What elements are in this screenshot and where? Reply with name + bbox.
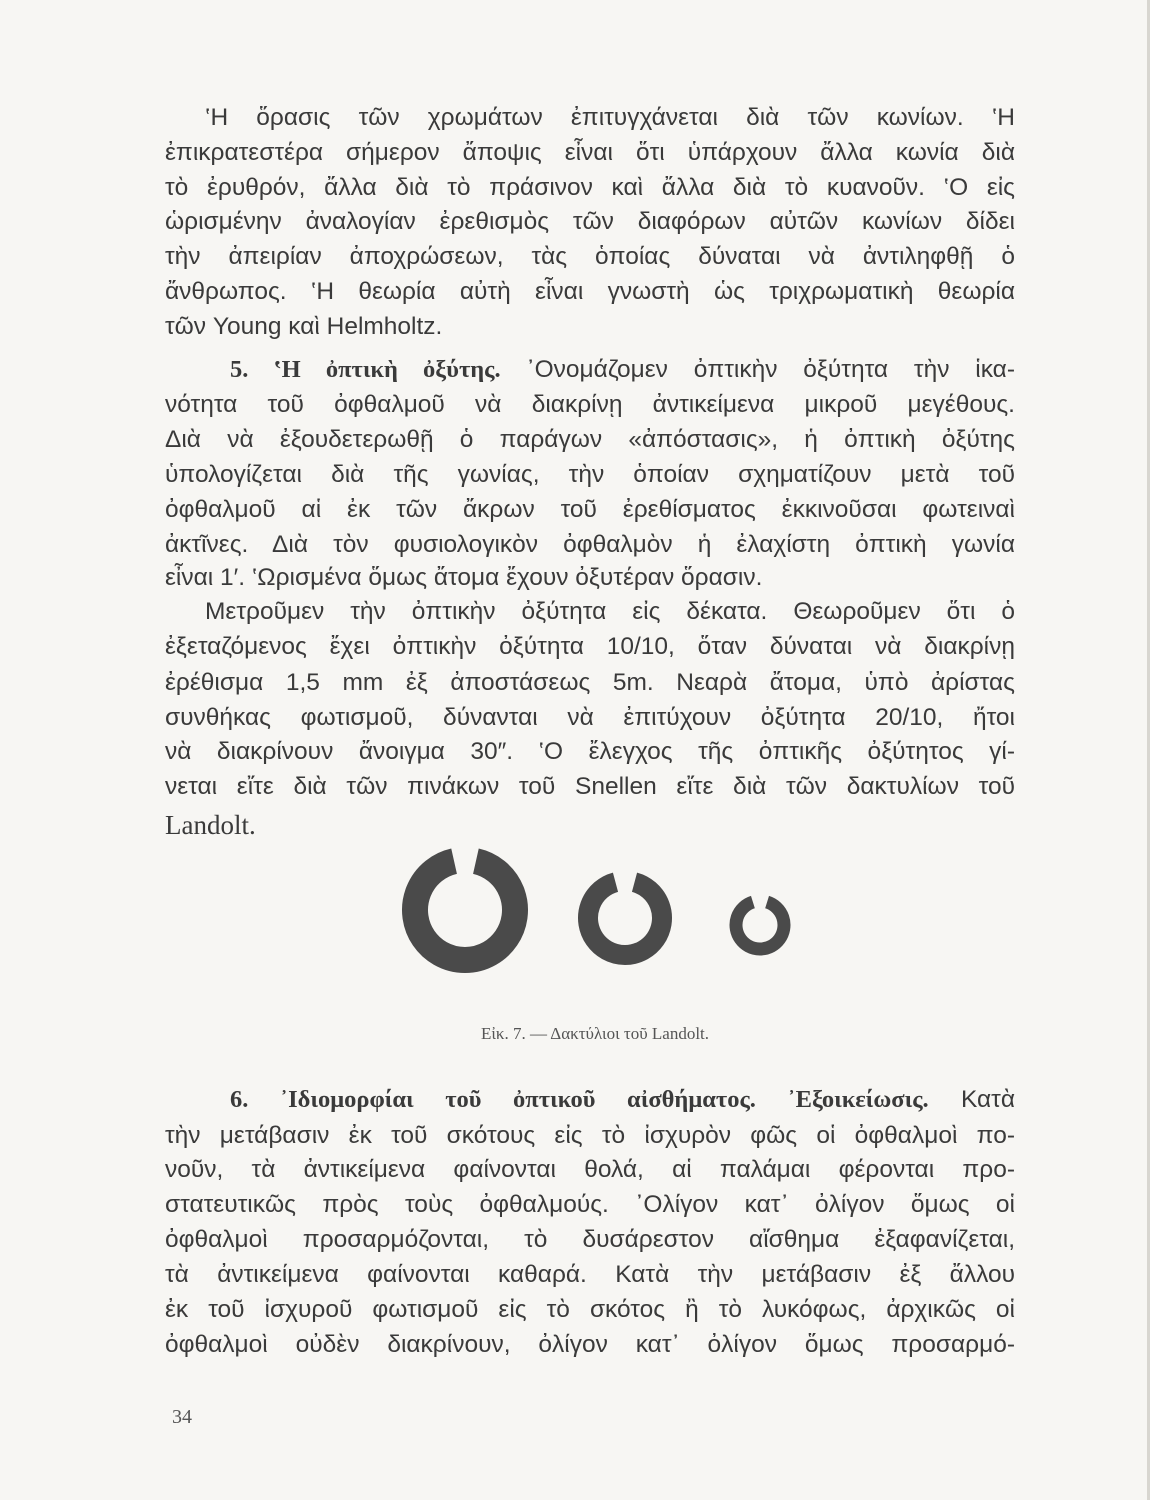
text-line: ᾿Ονομάζομεν ὀπτικὴν ὀξύτητα τὴν ἱκα- [526,356,1015,383]
text-line: τὸ ἐρυθρόν, ἄλλα διὰ τὸ πράσινον καὶ ἄλλα διὰ τὸ κυανοῦν. ‛Ο εἰς [165,174,1015,201]
text-line: τὴν μετάβασιν ἐκ τοῦ σκότους εἰς τὸ ἰσχυρὸν φῶς οἱ ὀφθαλμοὶ πο- [165,1122,1015,1149]
text-line: τὰ ἀντικείμενα φαίνονται καθαρά. Κατὰ τὴν μετάβασιν ἐξ ἄλλου [165,1261,1015,1288]
text-line: Landolt. [165,810,256,840]
section-6-heading: 6. ᾿Ιδιομορφίαι τοῦ ὀπτικοῦ αἰσθήματος. ᾿Εξοικείωσις. [230,1086,929,1113]
text-line: νεται εἴτε διὰ τῶν πινάκων τοῦ Snellen εἴτε διὰ τῶν δακτυλίων τοῦ [165,773,1015,800]
large-landolt-ring [415,861,515,960]
text-line: ὀφθαλμοῦ αἱ ἐκ τῶν ἄκρων τοῦ ἐρεθίσματος ἐκκινοῦσαι φωτειναὶ [165,496,1015,523]
text-line: νότητα τοῦ ὀφθαλμοῦ νὰ διακρίνῃ ἀντικείμενα μικροῦ μεγέθους. [165,391,1015,418]
text-line: ἄνθρωπος. ‛Η θεωρία αὐτὴ εἶναι γνωστὴ ὡς τριχρωματικὴ θεωρία [165,278,1015,305]
small-landolt-ring [736,902,784,949]
text-line: νοῦν, τὰ ἀντικείμενα φαίνονται θολά, αἱ παλάμαι φέρονται προ- [165,1156,1015,1183]
text-line: ἀκτῖνες. Διὰ τὸν φυσιολογικὸν ὀφθαλμὸν ἡ ἐλαχίστη ὀπτικὴ γωνία [165,531,1015,558]
text-line: ὀφθαλμοὶ οὐδὲν διακρίνουν, ὀλίγον κατ᾿ ὀλίγον ὅμως προσαρμό- [165,1331,1015,1358]
text-line: συνθήκας φωτισμοῦ, δύνανται νὰ ἐπιτύχουν ὀξύτητα 20/10, ἤτοι [165,704,1015,731]
medium-landolt-ring [588,882,662,955]
text-line: τὴν ἀπειρίαν ἀποχρώσεων, τὰς ὁποίας δύναται νὰ ἀντιληφθῇ ὁ [165,243,1015,270]
text-line: ὑπολογίζεται διὰ τῆς γωνίας, τὴν ὁποίαν σχηματίζουν μετὰ τοῦ [165,461,1015,488]
section-5-heading: 5. ‛Η ὀπτικὴ ὀξύτης. [230,356,501,383]
text-line: Διὰ νὰ ἐξουδετερωθῇ ὁ παράγων «ἀπόστασις», ἡ ὀπτικὴ ὀξύτης [165,426,1015,453]
figure-caption: Εἰκ. 7. — Δακτύλιοι τοῦ Landolt. [480,1024,710,1043]
text-line: τῶν Young καὶ Helmholtz. [165,313,443,340]
text-line: Κατὰ [960,1086,1015,1113]
text-line: ἐκ τοῦ ἰσχυροῦ φωτισμοῦ εἰς τὸ σκότος ἢ τὸ λυκόφως, ἀρχικῶς οἱ [165,1296,1015,1323]
section-6-first-line [230,1085,1015,1115]
text-line: στατευτικῶς πρὸς τοὺς ὀφθαλμούς. ᾿Ολίγον κατ᾿ ὀλίγον ὅμως οἱ [165,1191,1015,1218]
text-line: Μετροῦμεν τὴν ὀπτικὴν ὀξύτητα εἰς δέκατα. Θεωροῦμεν ὅτι ὁ [205,598,1015,625]
text-line: ὀφθαλμοὶ προσαρμόζονται, τὸ δυσάρεστον αἴσθημα ἐξαφανίζεται, [165,1226,1015,1253]
text-line: ἐπικρατεστέρα σήμερον ἄποψις εἶναι ὅτι ὑπάρχουν ἄλλα κωνία διὰ [165,139,1015,166]
text-line: νὰ διακρίνουν ἄνοιγμα 30″. ‛Ο ἔλεγχος τῆς ὀπτικῆς ὀξύτητος γί- [165,738,1015,765]
text-line: ‛Η ὅρασις τῶν χρωμάτων ἐπιτυγχάνεται διὰ τῶν κωνίων. ‛Η [205,104,1015,131]
text-line: ἐξεταζόμενος ἔχει ὀπτικὴν ὀξύτητα 10/10, ὅταν δύναται νὰ διακρίνῃ [165,633,1015,660]
text-line: ἐρέθισμα 1,5 mm ἐξ ἀποστάσεως 5m. Νεαρὰ ἄτομα, ὑπὸ ἀρίστας [165,669,1015,696]
text-line: ὡρισμένην ἀναλογίαν ἐρεθισμὸς τῶν διαφόρων αὐτῶν κωνίων δίδει [165,208,1015,235]
text-line: εἶναι 1′. ‛Ωρισμένα ὅμως ἄτομα ἔχουν ὀξυτέραν ὅρασιν. [165,564,763,591]
page-number: 34 [172,1406,192,1428]
section-5-first-line [230,355,1015,385]
landolt-rings-figure [380,840,800,980]
